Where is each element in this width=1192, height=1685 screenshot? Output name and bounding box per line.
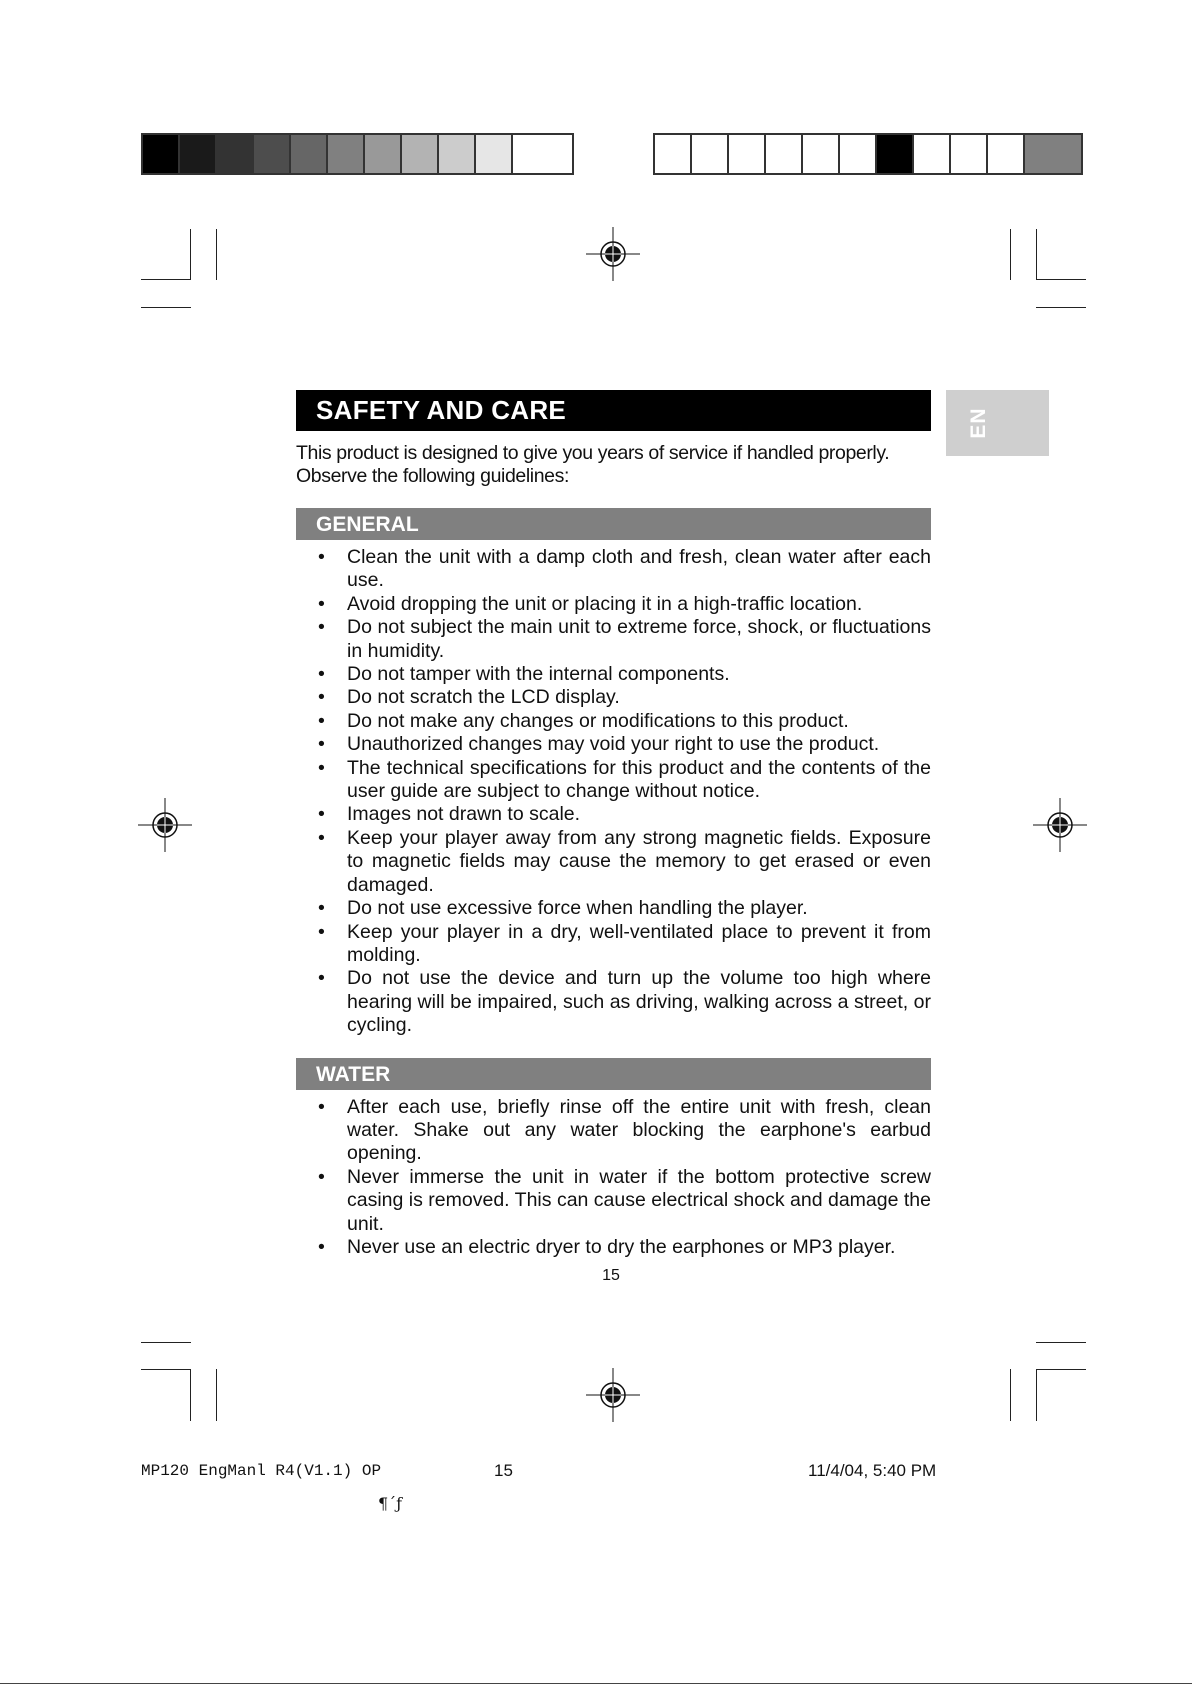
list-item: • Keep your player away from any strong magnetic fields. Exposure to magnetic fields may cause the memory to get erased or even damaged.: [296, 827, 931, 897]
crop-mark: [1036, 1369, 1037, 1421]
registration-mark-icon: [138, 798, 192, 852]
color-swatch: [365, 135, 402, 173]
section-heading-general: GENERAL: [296, 508, 931, 540]
list-item: • Unauthorized changes may void your right to use the product.: [296, 733, 931, 756]
color-swatch: [766, 135, 803, 173]
registration-mark-icon: [586, 227, 640, 281]
list-item: • After each use, briefly rinse off the entire unit with fresh, clean water. Shake out any water blocking the earphone's earbud opening.: [296, 1096, 931, 1166]
color-swatch: [328, 135, 365, 173]
crop-mark: [1036, 279, 1086, 280]
color-swatch: [143, 135, 180, 173]
color-swatch: [914, 135, 951, 173]
crop-mark: [1010, 229, 1011, 280]
color-swatch: [951, 135, 988, 173]
crop-mark: [1010, 1369, 1011, 1421]
page-title: SAFETY AND CARE: [296, 390, 931, 431]
water-list: [296, 1096, 931, 1260]
list-item: • Do not use the device and turn up the volume too high where hearing will be impaired, such as driving, walking across a street, or cycling.: [296, 967, 931, 1037]
registration-mark-icon: [1033, 798, 1087, 852]
color-swatch: [655, 135, 692, 173]
bottom-rule: [0, 1683, 1192, 1684]
list-item: • Do not use excessive force when handling the player.: [296, 897, 931, 920]
language-tab-label: EN: [967, 407, 990, 439]
color-swatch: [254, 135, 291, 173]
crop-mark: [141, 307, 191, 308]
color-swatch: [402, 135, 439, 173]
crop-mark: [216, 1369, 217, 1421]
color-swatch: [1025, 135, 1081, 173]
list-item: • Avoid dropping the unit or placing it in a high-traffic location.: [296, 593, 931, 616]
color-swatch: [729, 135, 766, 173]
crop-mark: [1036, 307, 1086, 308]
color-calibration-bar-right: [653, 133, 1083, 175]
crop-mark: [141, 1342, 191, 1343]
crop-mark: [141, 1369, 191, 1370]
list-item: • Never use an electric dryer to dry the earphones or MP3 player.: [296, 1236, 931, 1259]
main-content: [296, 390, 931, 1259]
color-swatch: [476, 135, 513, 173]
list-item: • Do not subject the main unit to extreme force, shock, or fluctuations in humidity.: [296, 616, 931, 663]
list-item: • Keep your player in a dry, well-ventilated place to prevent it from molding.: [296, 921, 931, 968]
color-swatch: [988, 135, 1025, 173]
color-swatch: [180, 135, 217, 173]
slug-page-number: 15: [494, 1461, 513, 1480]
color-swatch: [217, 135, 254, 173]
crop-mark: [190, 229, 191, 280]
slug-glyph: ¶´ƒ: [378, 1494, 403, 1513]
intro-paragraph: This product is designed to give you years of service if handled properly. Observe the following guidelines:: [296, 442, 890, 487]
general-list: [296, 546, 931, 1038]
color-swatch: [439, 135, 476, 173]
slug-filename: MP120 EngManl R4(V1.1) OP: [141, 1462, 382, 1480]
color-swatch: [692, 135, 729, 173]
list-item: • Do not scratch the LCD display.: [296, 686, 931, 709]
list-item: • Do not make any changes or modifications to this product.: [296, 710, 931, 733]
crop-mark: [1036, 1342, 1086, 1343]
page-number: 15: [602, 1267, 620, 1284]
crop-mark: [190, 1369, 191, 1421]
color-swatch: [877, 135, 914, 173]
list-item: • Do not tamper with the internal components.: [296, 663, 931, 686]
crop-mark: [1036, 1369, 1086, 1370]
color-calibration-bar-left: [141, 133, 574, 175]
list-item: • The technical specifications for this product and the contents of the user guide are subject to change without notice.: [296, 757, 931, 804]
crop-mark: [216, 229, 217, 280]
slug-timestamp: 11/4/04, 5:40 PM: [808, 1461, 937, 1480]
color-swatch: [513, 135, 572, 173]
crop-mark: [141, 279, 191, 280]
list-item: • Clean the unit with a damp cloth and fresh, clean water after each use.: [296, 546, 931, 593]
color-swatch: [803, 135, 840, 173]
list-item: • Images not drawn to scale.: [296, 803, 931, 826]
language-tab: [946, 390, 1049, 456]
list-item: • Never immerse the unit in water if the bottom protective screw casing is removed. This can cause electrical shock and damage the unit.: [296, 1166, 931, 1236]
color-swatch: [291, 135, 328, 173]
crop-mark: [1036, 229, 1037, 280]
section-heading-water: WATER: [296, 1058, 931, 1090]
color-swatch: [840, 135, 877, 173]
registration-mark-icon: [586, 1368, 640, 1422]
